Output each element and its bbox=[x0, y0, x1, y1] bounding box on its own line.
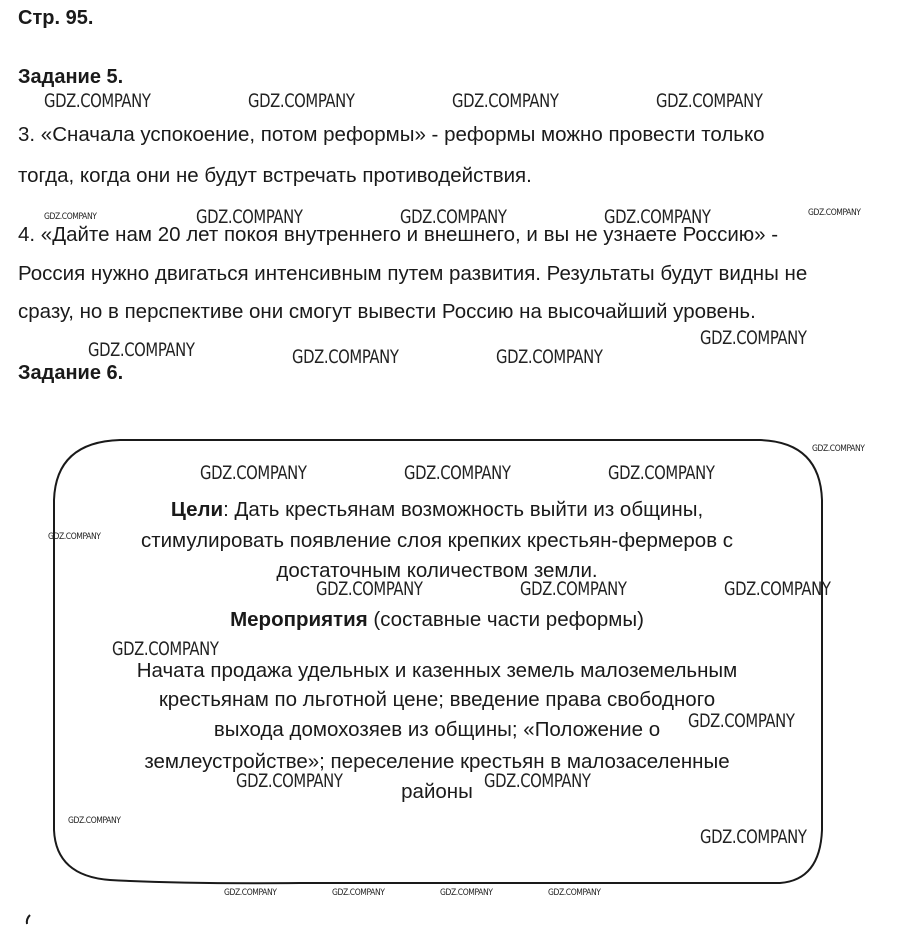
watermark: GDZ.COMPANY bbox=[656, 90, 763, 112]
watermark: GDZ.COMPANY bbox=[400, 206, 507, 228]
watermark: GDZ.COMPANY bbox=[224, 888, 277, 898]
task6-heading: Задание 6. bbox=[18, 362, 124, 384]
measures-line3: выхода домохозяев из общины; «Положение о bbox=[213, 718, 661, 741]
goals-line1 bbox=[52, 498, 822, 522]
task5-item4-line1: 4. «Дайте нам 20 лет покоя внутреннего и внешнего, и вы не узнаете Россию» - bbox=[18, 223, 779, 246]
measures-line1: Начата продажа удельных и казенных земель малоземельным bbox=[136, 659, 738, 682]
goals-line2: стимулировать появление слоя крепких крестьян-фермеров с bbox=[140, 529, 734, 552]
watermark: GDZ.COMPANY bbox=[332, 888, 385, 898]
goals-label: Цели bbox=[170, 498, 224, 521]
watermark: GDZ.COMPANY bbox=[44, 90, 151, 112]
measures-label: Мероприятия bbox=[230, 608, 368, 631]
watermark: GDZ.COMPANY bbox=[688, 710, 795, 732]
watermark: GDZ.COMPANY bbox=[604, 206, 711, 228]
watermark: GDZ.COMPANY bbox=[236, 770, 343, 792]
watermark: GDZ.COMPANY bbox=[44, 212, 97, 222]
watermark: GDZ.COMPANY bbox=[496, 346, 603, 368]
watermark: GDZ.COMPANY bbox=[316, 578, 423, 600]
ink-mark bbox=[24, 914, 34, 926]
task5-item4-line2: Россия нужно двигаться интенсивным путем развития. Результаты будут видны не bbox=[18, 262, 808, 285]
task5-item4-line3: сразу, но в перспективе они смогут вывести Россию на высочайший уровень. bbox=[18, 300, 756, 323]
task5-item3-line2: тогда, когда они не будут встречать противодействия. bbox=[18, 164, 532, 187]
watermark: GDZ.COMPANY bbox=[452, 90, 559, 112]
watermark: GDZ.COMPANY bbox=[520, 578, 627, 600]
watermark: GDZ.COMPANY bbox=[808, 208, 861, 218]
watermark: GDZ.COMPANY bbox=[440, 888, 493, 898]
goals-text-1: : Дать крестьянам возможность выйти из общины, bbox=[223, 498, 704, 521]
task5-heading: Задание 5. bbox=[18, 66, 124, 88]
watermark: GDZ.COMPANY bbox=[196, 206, 303, 228]
watermark: GDZ.COMPANY bbox=[724, 578, 831, 600]
measures-line4: землеустройстве»; переселение крестьян в малозаселенные bbox=[144, 750, 730, 773]
measures-suffix: (составные части реформы) bbox=[367, 608, 644, 631]
watermark: GDZ.COMPANY bbox=[608, 462, 715, 484]
watermark: GDZ.COMPANY bbox=[812, 444, 865, 454]
watermark: GDZ.COMPANY bbox=[88, 339, 195, 361]
watermark: GDZ.COMPANY bbox=[292, 346, 399, 368]
measures-line5: районы bbox=[401, 780, 473, 803]
watermark: GDZ.COMPANY bbox=[48, 532, 101, 542]
watermark: GDZ.COMPANY bbox=[700, 327, 807, 349]
goals-line3: достаточным количеством земли. bbox=[276, 559, 598, 582]
watermark: GDZ.COMPANY bbox=[484, 770, 591, 792]
watermark: GDZ.COMPANY bbox=[404, 462, 511, 484]
measures-heading bbox=[52, 608, 822, 632]
watermark: GDZ.COMPANY bbox=[68, 816, 121, 826]
watermark: GDZ.COMPANY bbox=[200, 462, 307, 484]
measures-line2: крестьянам по льготной цене; введение права свободного bbox=[158, 688, 716, 711]
task5-item3-line1: 3. «Сначала успокоение, потом реформы» - реформы можно провести только bbox=[18, 123, 765, 146]
watermark: GDZ.COMPANY bbox=[700, 826, 807, 848]
watermark: GDZ.COMPANY bbox=[112, 638, 219, 660]
page-title: Стр. 95. bbox=[18, 7, 94, 29]
watermark: GDZ.COMPANY bbox=[548, 888, 601, 898]
watermark: GDZ.COMPANY bbox=[248, 90, 355, 112]
